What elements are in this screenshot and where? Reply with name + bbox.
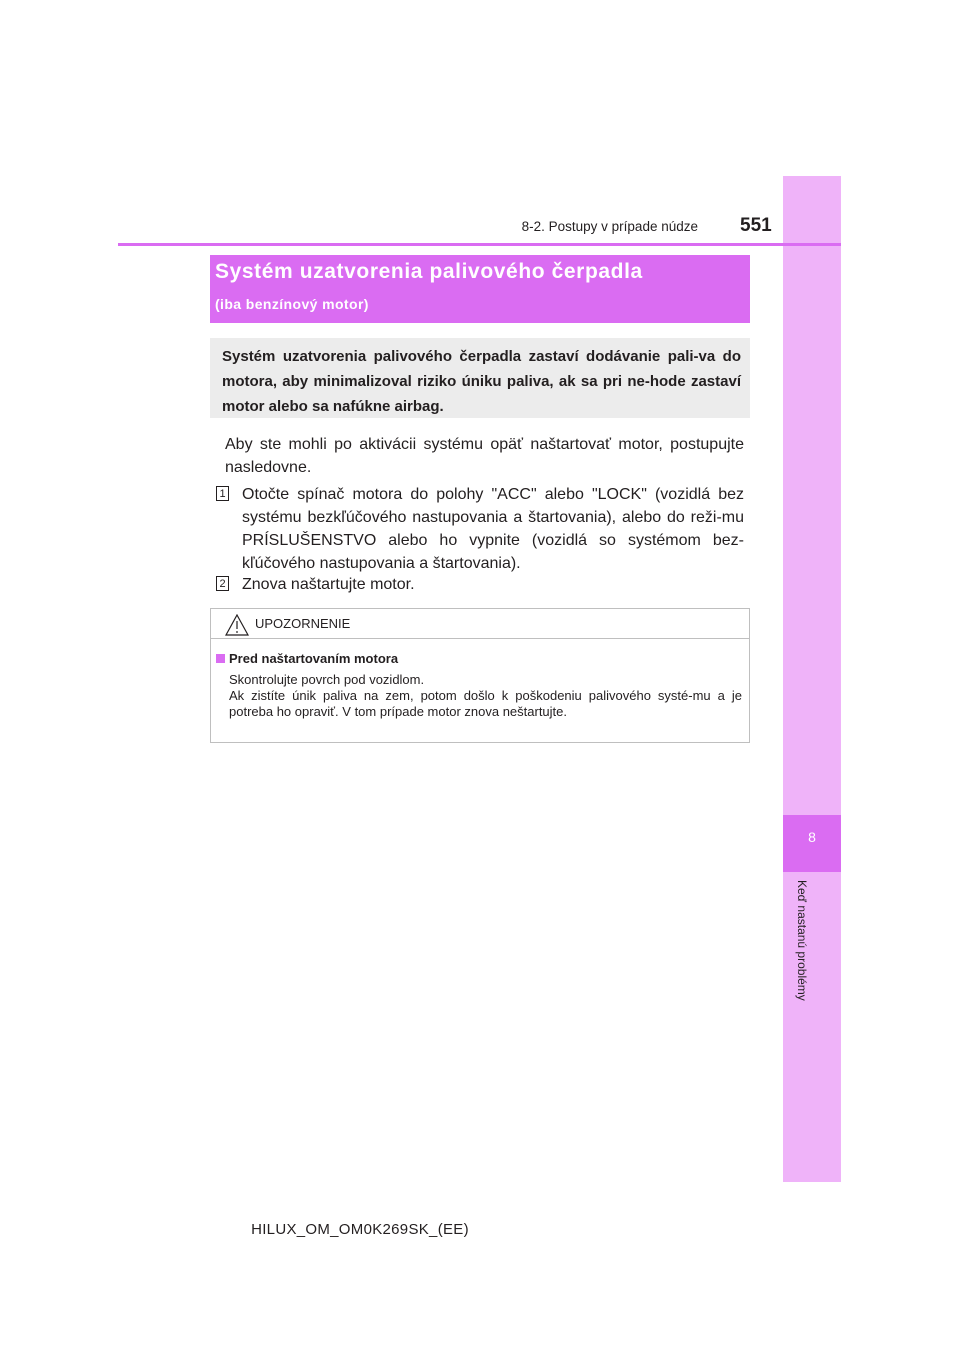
header-section-title: 8-2. Postupy v prípade núdze — [521, 219, 698, 234]
chapter-side-tab — [783, 176, 841, 1182]
step-number-marker: 2 — [216, 576, 229, 591]
square-bullet-icon — [216, 654, 225, 663]
step-text: Otočte spínač motora do polohy "ACC" alebo "LOCK" (vozidlá bez systému bezkľúčového nastupovania a štartovania), alebo do reži-mu PRÍSLUŠENSTVO alebo ho vypnite (vozidlá so systémom bez-kľúčového nastupovania a štartovania). — [242, 486, 744, 572]
section-subtitle: (iba benzínový motor) — [215, 296, 369, 312]
footer-document-code — [0, 1221, 960, 1238]
chapter-title: Keď nastanú problémy — [795, 880, 809, 1001]
section-title: Systém uzatvorenia palivového čerpadla — [215, 260, 643, 283]
caution-body — [229, 672, 742, 720]
intro-text: Systém uzatvorenia palivového čerpadla zastaví dodávanie pali-va do motora, aby minimalizoval riziko úniku paliva, ak sa pri ne-hode zastaví motor alebo sa nafúkne airbag. — [222, 348, 741, 415]
warning-triangle-icon — [225, 614, 249, 636]
caution-box — [210, 608, 750, 743]
header-rule — [118, 243, 841, 246]
caution-divider — [211, 638, 749, 639]
caution-label: UPOZORNENIE — [255, 616, 351, 631]
footer-code-text: HILUX_OM_OM0K269SK_(EE) — [251, 1221, 469, 1238]
caution-body-line: Skontrolujte povrch pod vozidlom. — [229, 672, 425, 687]
caution-body-line: Ak zistíte únik paliva na zem, potom došlo k poškodeniu palivového systé-mu a je potreba ho opraviť. V tom prípade motor znova neštartujte. — [229, 688, 742, 719]
step-text: Znova naštartujte motor. — [242, 576, 415, 593]
chapter-number: 8 — [808, 829, 816, 845]
body-paragraph: Aby ste mohli po aktivácii systému opäť naštartovať motor, postupujte nasledovne. — [225, 436, 744, 476]
caution-heading-text: Pred naštartovaním motora — [229, 651, 399, 666]
step-number-marker: 1 — [216, 486, 229, 501]
page-number: 551 — [740, 215, 772, 236]
caution-heading — [216, 651, 398, 666]
